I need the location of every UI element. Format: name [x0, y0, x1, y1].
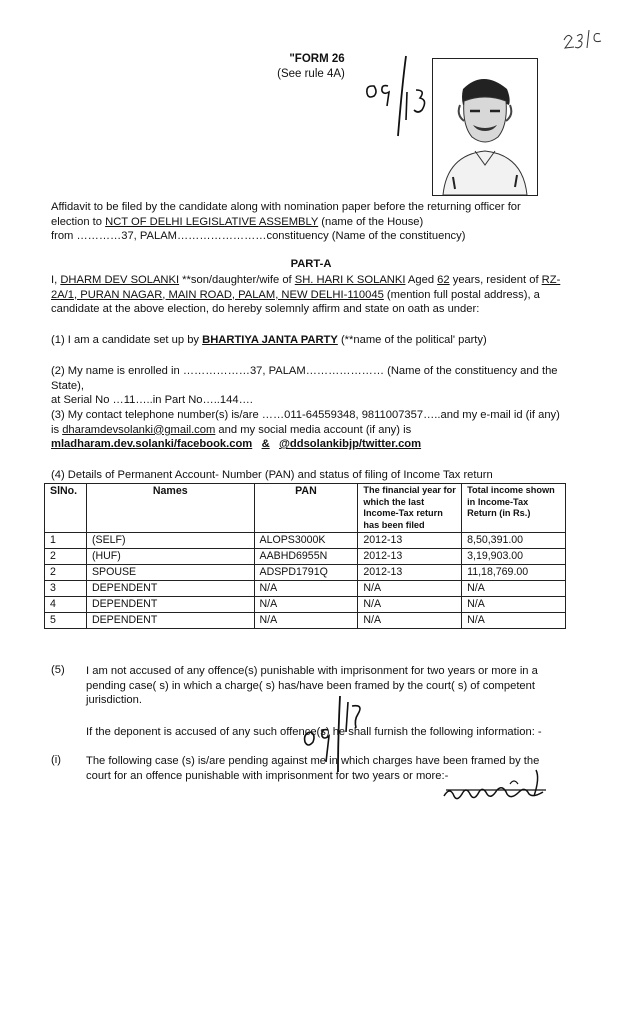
- cell-pan: N/A: [254, 613, 358, 629]
- item-1-pre: (1) I am a candidate set up by: [51, 334, 203, 346]
- item-2-line-2: at Serial No …11…..in Part No…..144….: [51, 394, 253, 407]
- item-3-line-1: (3) My contact telephone number(s) is/are ……011-64559348, 9811007357…..and my e-mail id (if any): [51, 409, 560, 421]
- cell-slno: 5: [45, 613, 87, 629]
- email-address: dharamdevsolanki@gmail.com: [62, 423, 216, 436]
- candidate-age: 62: [437, 274, 450, 286]
- cell-pan: ALOPS3000K: [254, 533, 358, 549]
- part-a-s2: **son/daughter/wife of: [179, 274, 295, 286]
- item-i-line-2: court for an offence punishable with imprisonment for two years or more:-: [86, 769, 449, 782]
- item-3: [51, 408, 566, 452]
- cell-income: N/A: [462, 581, 566, 597]
- item-1-post: (**name of the political' party): [337, 334, 487, 346]
- item-3-line-3: [51, 437, 566, 452]
- col-financial-year: The financial year for which the last Income-Tax return has been filed: [358, 484, 462, 533]
- item-5-number: (5): [51, 664, 65, 676]
- cell-name: DEPENDENT: [86, 597, 254, 613]
- table-row: [45, 565, 566, 581]
- table-row: [45, 613, 566, 629]
- part-a-s3: Aged: [405, 274, 438, 286]
- item-3-line-2: [51, 423, 566, 438]
- cell-slno: 2: [45, 549, 87, 565]
- cell-pan: ADSPD1791Q: [254, 565, 358, 581]
- item-4-heading: (4) Details of Permanent Account- Number (PAN) and status of filing of Income Tax return: [51, 469, 493, 481]
- part-a-s4: years, resident of: [449, 274, 542, 286]
- cell-income: 11,18,769.00: [462, 565, 566, 581]
- cell-year: 2012-13: [358, 549, 462, 565]
- table-row: [45, 597, 566, 613]
- col-names: Names: [86, 484, 254, 533]
- pan-table-header: [45, 484, 566, 533]
- intro-line-1: Affidavit to be filed by the candidate along with nomination paper before the returning officer for: [51, 201, 521, 213]
- part-a-s1: I,: [51, 274, 61, 286]
- cell-pan: N/A: [254, 581, 358, 597]
- part-a-line-1: [51, 273, 566, 288]
- facebook-account: mladharam.dev.solanki/facebook.com: [51, 438, 253, 451]
- pan-table: [44, 483, 566, 629]
- address-part-2: 2A/1, PURAN NAGAR, MAIN ROAD, PALAM, NEW DELHI-110045: [51, 288, 384, 301]
- item-1: [51, 333, 566, 348]
- item-i-number: (i): [51, 754, 61, 766]
- col-total-income: Total income shown in Income-Tax Return (in Rs.): [462, 484, 566, 533]
- intro-line-2-pre: election to: [51, 215, 106, 228]
- cell-slno: 4: [45, 597, 87, 613]
- cell-name: (SELF): [86, 533, 254, 549]
- item-5-line-1: I am not accused of any offence(s) punishable with imprisonment for two years or more in a: [86, 665, 538, 677]
- item-2: [51, 364, 566, 408]
- candidate-name: DHARM DEV SOLANKI: [60, 274, 180, 286]
- address-part-1: RZ-: [541, 274, 561, 286]
- table-row: [45, 533, 566, 549]
- corner-handwritten-note: [560, 22, 610, 55]
- item-5-line-3: jurisdiction.: [86, 694, 142, 707]
- part-a-s5: (mention full postal address), a: [383, 288, 540, 301]
- item-i-line-1: The following case (s) is/are pending against me in which charges have been framed by the: [86, 755, 540, 767]
- part-a-line-2: [51, 288, 566, 303]
- form-rule: (See rule 4A): [277, 68, 345, 80]
- item-3-pre: is: [51, 423, 63, 436]
- cell-year: N/A: [358, 613, 462, 629]
- table-row: [45, 549, 566, 565]
- intro-line-2-post: (name of the House): [318, 215, 424, 228]
- cell-name: DEPENDENT: [86, 581, 254, 597]
- col-pan: PAN: [254, 484, 358, 533]
- item-2-line-1: (2) My name is enrolled in ………………37, PALAM………………… (Name of the constituency and the State),: [51, 365, 558, 392]
- cell-pan: N/A: [254, 597, 358, 613]
- col-slno: SlNo.: [45, 484, 87, 533]
- part-a-line-3: candidate at the above election, do hereby solemnly affirm and state on oath as under:: [51, 303, 480, 316]
- cell-year: 2012-13: [358, 565, 462, 581]
- father-name: SH. HARI K SOLANKI: [294, 274, 406, 286]
- ampersand: &: [261, 438, 270, 451]
- cell-year: N/A: [358, 581, 462, 597]
- cell-slno: 1: [45, 533, 87, 549]
- cell-income: 3,19,903.00: [462, 549, 566, 565]
- intro-paragraph: [51, 200, 566, 244]
- cell-name: (HUF): [86, 549, 254, 565]
- house-name: NCT OF DELHI LEGISLATIVE ASSEMBLY: [105, 215, 319, 228]
- part-a-heading: PART-A: [290, 258, 332, 270]
- cell-year: 2012-13: [358, 533, 462, 549]
- candidate-photo: [432, 58, 538, 196]
- cell-income: 8,50,391.00: [462, 533, 566, 549]
- cell-pan: AABHD6955N: [254, 549, 358, 565]
- intro-line-3: from …………37, PALAM……………………constituency (Name of the constituency): [51, 230, 466, 243]
- intro-line-2: [51, 215, 566, 230]
- cell-income: N/A: [462, 613, 566, 629]
- table-row: [45, 581, 566, 597]
- cell-income: N/A: [462, 597, 566, 613]
- cell-slno: 2: [45, 565, 87, 581]
- party-name: BHARTIYA JANTA PARTY: [202, 334, 338, 346]
- cell-name: DEPENDENT: [86, 613, 254, 629]
- form-title: "FORM 26: [289, 53, 345, 65]
- handwritten-date: [362, 52, 432, 145]
- twitter-account: @ddsolankibjp/twitter.com: [279, 438, 422, 451]
- item-3-post: and my social media account (if any) is: [215, 423, 412, 436]
- part-a-paragraph: [51, 273, 566, 317]
- cell-year: N/A: [358, 597, 462, 613]
- signature: [440, 766, 560, 813]
- cell-slno: 3: [45, 581, 87, 597]
- cell-name: SPOUSE: [86, 565, 254, 581]
- item-5-line-4: If the deponent is accused of any such offence(s) he shall furnish the following information: -: [86, 726, 542, 738]
- item-5-line-2: pending case( s) in which a charge( s) has/have been framed by the court( s) of competent: [86, 679, 535, 692]
